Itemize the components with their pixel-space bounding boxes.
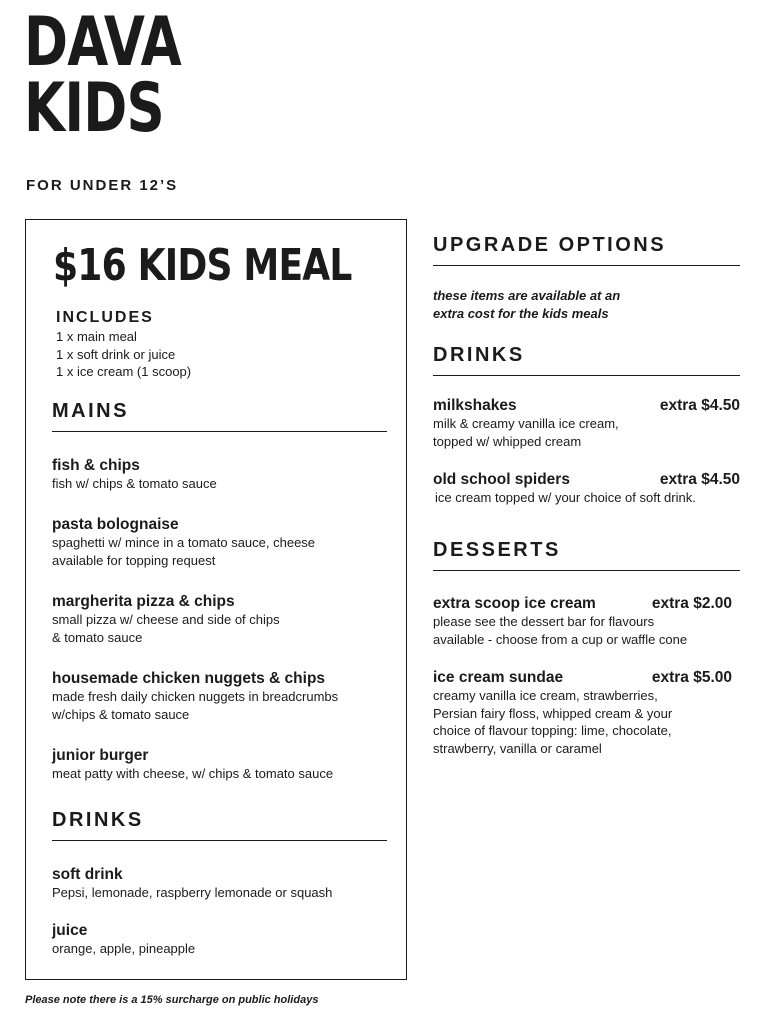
upgrade-options-heading: UPGRADE OPTIONS <box>433 233 740 266</box>
menu-item-desc: w/chips & tomato sauce <box>52 706 190 722</box>
includes-item: 1 x soft drink or juice <box>56 346 176 362</box>
upgrade-item-row <box>433 470 740 489</box>
upgrade-item <box>433 470 740 507</box>
upgrade-item-desc: strawberry, vanilla or caramel <box>433 740 602 756</box>
upgrade-item-row <box>433 594 732 613</box>
upgrade-note <box>433 287 740 323</box>
menu-item-name: pasta bolognaise <box>52 516 179 533</box>
upgrade-item-price: extra $5.00 <box>651 669 732 686</box>
includes-item: 1 x main meal <box>56 329 137 344</box>
menu-item-name: housemade chicken nuggets & chips <box>52 670 326 687</box>
upgrade-item-name: extra scoop ice cream <box>433 595 596 612</box>
upgrade-item-name: old school spiders <box>433 471 570 488</box>
upgrade-note-line: these items are available at an <box>433 288 621 303</box>
upgrade-item-desc: please see the dessert bar for flavours <box>433 614 655 629</box>
upgrade-item-desc: creamy vanilla ice cream, strawberries, <box>433 688 658 703</box>
menu-item <box>52 515 397 569</box>
upgrade-item-row <box>433 396 740 415</box>
upgrade-item-desc: milk & creamy vanilla ice cream, <box>433 416 619 431</box>
menu-item <box>52 921 397 958</box>
menu-item-desc: meat patty with cheese, w/ chips & tomato sauce <box>52 766 334 781</box>
menu-item <box>52 865 397 902</box>
upgrade-item-price: extra $4.50 <box>659 397 740 414</box>
upgrade-desserts-header <box>433 538 740 571</box>
upgrade-item-desc: Persian fairy floss, whipped cream & your <box>433 705 673 721</box>
menu-item-desc: Pepsi, lemonade, raspberry lemonade or squash <box>52 885 333 900</box>
upgrade-options-header <box>433 233 740 266</box>
menu-item-desc: made fresh daily chicken nuggets in breadcrumbs <box>52 689 339 704</box>
includes-block <box>56 308 191 381</box>
menu-item-name: juice <box>52 922 88 939</box>
upgrade-item <box>433 668 740 757</box>
menu-item <box>52 456 397 493</box>
drinks-section-header <box>52 808 387 841</box>
upgrade-item-desc: topped w/ whipped cream <box>433 433 582 449</box>
menu-item-desc: fish w/ chips & tomato sauce <box>52 476 217 491</box>
menu-item-desc: orange, apple, pineapple <box>52 941 196 956</box>
upgrade-item <box>433 396 740 450</box>
kids-meal-box <box>25 219 407 980</box>
menu-item-name: soft drink <box>52 866 123 883</box>
upgrade-item-desc: choice of flavour topping: lime, chocolate, <box>433 723 672 738</box>
menu-item-desc: available for topping request <box>52 552 216 568</box>
includes-item: 1 x ice cream (1 scoop) <box>56 364 192 379</box>
surcharge-note: Please note there is a 15% surcharge on public holidays <box>25 994 319 1006</box>
brand-line-2: KIDS <box>24 69 164 148</box>
upgrade-item-name: ice cream sundae <box>433 669 564 686</box>
upgrade-item-price: extra $4.50 <box>659 471 740 488</box>
upgrade-desserts-heading: DESSERTS <box>433 538 740 571</box>
upgrade-note-line: extra cost for the kids meals <box>433 306 609 321</box>
brand-subtitle: FOR UNDER 12’S <box>26 177 179 194</box>
upgrade-drinks-heading: DRINKS <box>433 343 740 376</box>
upgrade-item-desc: ice cream topped w/ your choice of soft drink. <box>435 490 696 505</box>
upgrade-item <box>433 594 740 648</box>
menu-item-desc: small pizza w/ cheese and side of chips <box>52 612 280 627</box>
mains-heading: MAINS <box>52 399 387 432</box>
menu-item <box>52 746 397 783</box>
upgrade-item-name: milkshakes <box>433 397 517 414</box>
upgrade-drinks-header <box>433 343 740 376</box>
menu-item-name: fish & chips <box>52 457 140 474</box>
brand-title <box>24 3 181 148</box>
menu-item <box>52 669 397 723</box>
upgrade-item-desc: available - choose from a cup or waffle cone <box>433 631 688 647</box>
menu-item-name: margherita pizza & chips <box>52 593 235 610</box>
mains-section-header <box>52 399 387 432</box>
menu-item-desc: spaghetti w/ mince in a tomato sauce, cheese <box>52 535 316 550</box>
upgrade-item-row <box>433 668 732 687</box>
brand-line-1: DAVA <box>24 3 181 82</box>
menu-item-name: junior burger <box>52 747 149 764</box>
kids-meal-title: $16 KIDS MEAL <box>53 240 352 291</box>
menu-item-desc: & tomato sauce <box>52 629 143 645</box>
includes-heading: INCLUDES <box>56 309 154 326</box>
upgrade-item-price: extra $2.00 <box>651 595 732 612</box>
drinks-heading: DRINKS <box>52 808 387 841</box>
menu-item <box>52 592 397 646</box>
